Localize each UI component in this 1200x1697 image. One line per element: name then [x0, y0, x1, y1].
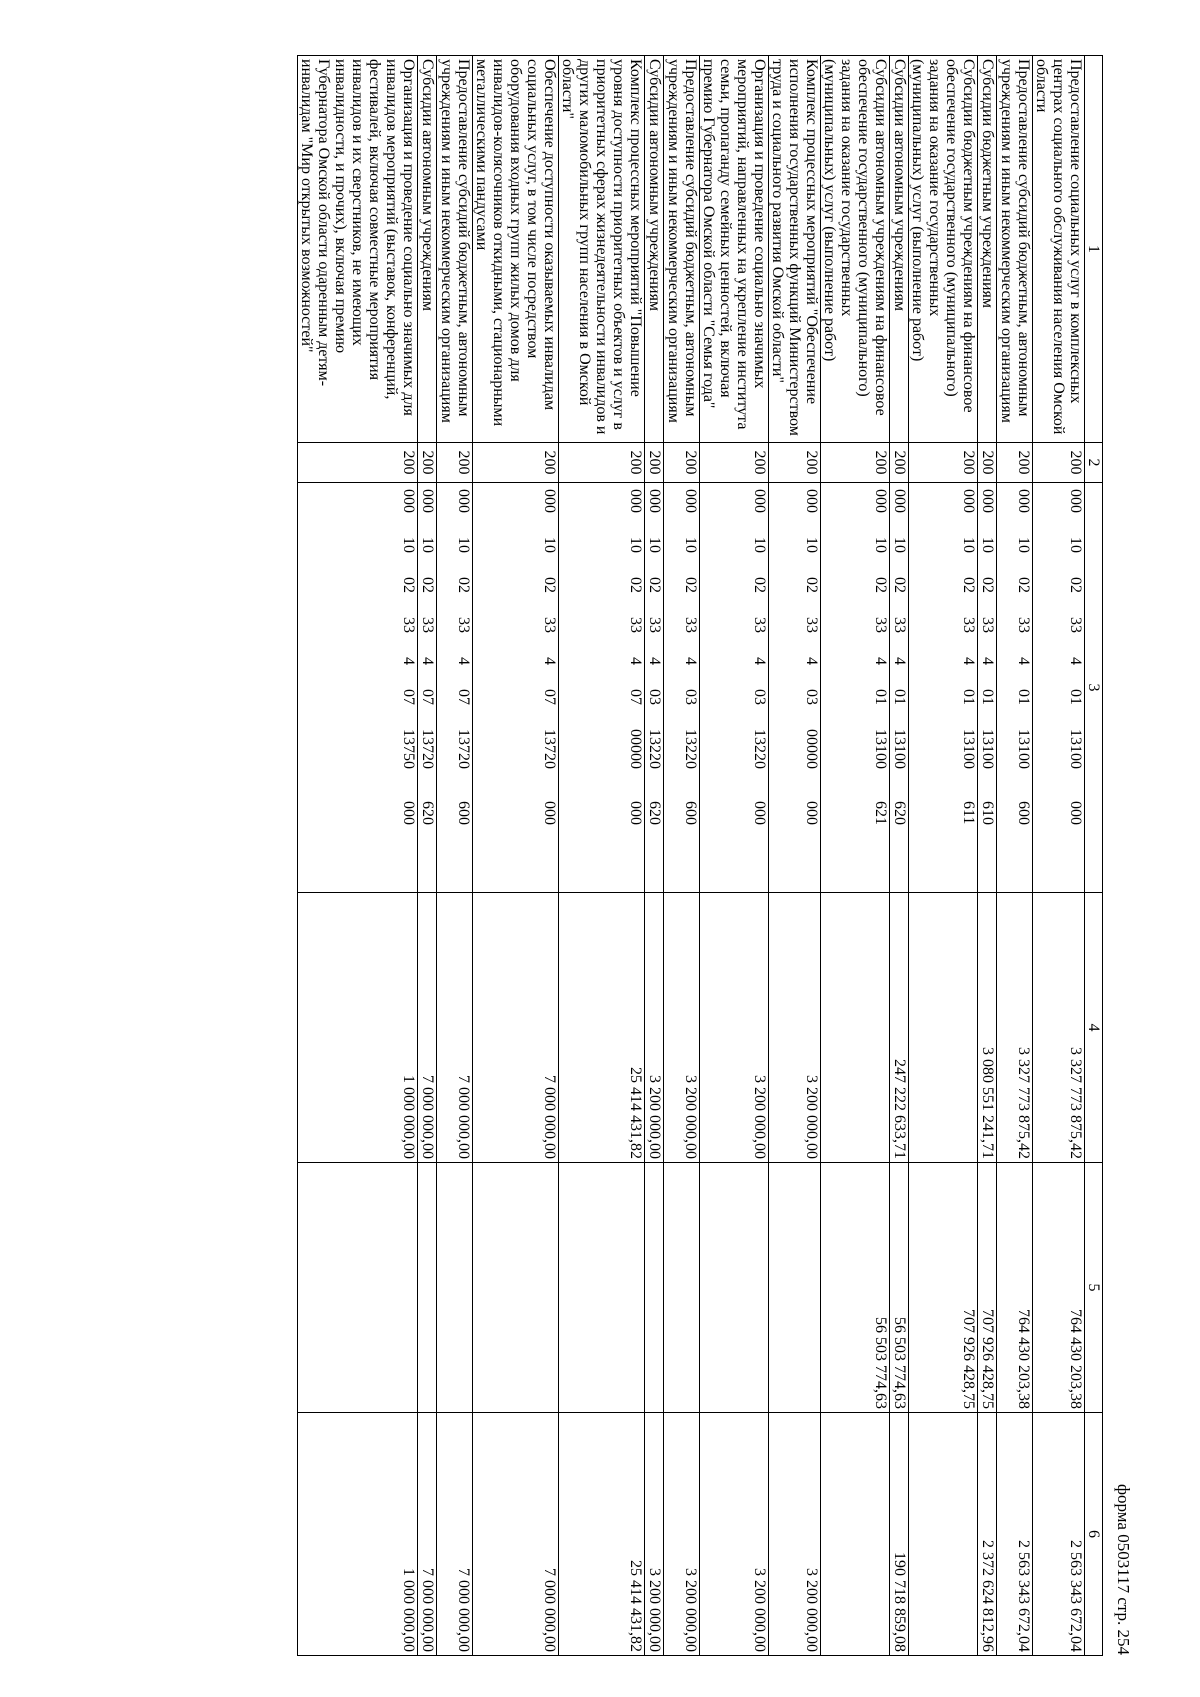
row-executed-amount	[473, 1163, 559, 1413]
row-budget-code	[890, 483, 909, 893]
code-part: 000	[1067, 801, 1084, 825]
row-line-code: 200	[821, 443, 890, 483]
code-part: 620	[646, 801, 663, 825]
row-budget-code	[978, 483, 997, 893]
code-part: 4	[541, 657, 558, 665]
code-part: 13100	[872, 729, 889, 769]
code-part: 03	[751, 689, 768, 705]
code-part: 10	[803, 537, 820, 553]
code-part: 10	[872, 537, 889, 553]
table-row	[664, 56, 700, 1656]
code-part: 4	[751, 657, 768, 665]
row-budget-code	[821, 483, 890, 893]
code-part: 33	[1067, 617, 1084, 633]
code-part: 000	[455, 489, 472, 513]
row-executed-amount: 764 430 203,38	[997, 1163, 1033, 1413]
code-part: 01	[1067, 689, 1084, 705]
row-approved-amount: 3 200 000,00	[645, 893, 664, 1163]
code-part: 01	[891, 689, 908, 705]
code-part: 10	[400, 537, 417, 553]
table-row	[769, 56, 821, 1656]
code-part: 03	[803, 689, 820, 705]
code-part: 610	[979, 801, 996, 825]
header-cell: 2	[1085, 443, 1103, 483]
header-cell: 4	[1085, 893, 1103, 1163]
code-part: 4	[419, 657, 436, 665]
header-cell: 6	[1085, 1413, 1103, 1656]
row-executed-amount: 56 503 774,63	[821, 1163, 890, 1413]
code-part: 000	[979, 489, 996, 513]
row-approved-amount: 3 200 000,00	[664, 893, 700, 1163]
row-executed-amount	[418, 1163, 437, 1413]
code-part: 01	[979, 689, 996, 705]
code-part: 10	[979, 537, 996, 553]
code-part: 000	[1015, 489, 1032, 513]
row-executed-amount: 707 926 428,75	[978, 1163, 997, 1413]
row-budget-code	[473, 483, 559, 893]
code-part: 000	[803, 801, 820, 825]
table-row	[978, 56, 997, 1656]
code-part: 000	[541, 801, 558, 825]
row-budget-code	[664, 483, 700, 893]
row-line-code: 200	[559, 443, 645, 483]
code-part: 02	[803, 577, 820, 593]
header-cell: 5	[1085, 1163, 1103, 1413]
code-part: 10	[1067, 537, 1084, 553]
row-line-code: 200	[769, 443, 821, 483]
table-row	[473, 56, 559, 1656]
table-body	[298, 56, 1085, 1656]
row-budget-code	[418, 483, 437, 893]
code-part: 13750	[400, 729, 417, 769]
row-name: Обеспечение доступности оказываемых инвалидам социальных услуг, в том числе посредством оборудования входных групп жилых домов для инвалидов-колясочников откидными, стационарными металлическими пандусами	[473, 56, 559, 443]
row-executed-amount	[437, 1163, 473, 1413]
code-part: 07	[455, 689, 472, 705]
code-part: 000	[891, 489, 908, 513]
code-part: 13220	[751, 729, 768, 769]
row-unexecuted-amount: 190 718 859,08	[890, 1413, 909, 1656]
code-part: 13720	[455, 729, 472, 769]
code-part: 000	[541, 489, 558, 513]
row-approved-amount: 7 000 000,00	[473, 893, 559, 1163]
code-part: 10	[682, 537, 699, 553]
row-budget-code	[997, 483, 1033, 893]
table-row	[997, 56, 1033, 1656]
code-part: 02	[646, 577, 663, 593]
code-part: 10	[1015, 537, 1032, 553]
code-part: 02	[872, 577, 889, 593]
rotated-page	[75, 55, 1155, 1655]
table-row	[821, 56, 890, 1656]
code-part: 620	[419, 801, 436, 825]
code-part: 01	[872, 689, 889, 705]
row-budget-code	[298, 483, 418, 893]
row-line-code: 200	[418, 443, 437, 483]
row-line-code: 200	[700, 443, 769, 483]
code-part: 33	[960, 617, 977, 633]
code-part: 000	[627, 489, 644, 513]
code-part: 07	[419, 689, 436, 705]
code-part: 10	[455, 537, 472, 553]
code-part: 4	[960, 657, 977, 665]
code-part: 13220	[682, 729, 699, 769]
row-executed-amount: 56 503 774,63	[890, 1163, 909, 1413]
row-unexecuted-amount: 3 200 000,00	[769, 1413, 821, 1656]
code-part: 000	[872, 489, 889, 513]
code-part: 02	[541, 577, 558, 593]
row-name: Организация и проведение социально значимых для инвалидов мероприятий (выставок, конференций, фестивалей, включая совместные мероприятия инвалидов и их сверстников, не имеющих инвалидности, и прочих), включая премию Губернатора Омской области одаренным детям-инвалидам "Мир открытых возможностей"	[298, 56, 418, 443]
code-part: 02	[455, 577, 472, 593]
row-executed-amount	[559, 1163, 645, 1413]
row-line-code: 200	[978, 443, 997, 483]
row-budget-code	[909, 483, 978, 893]
table-row	[890, 56, 909, 1656]
code-part: 02	[627, 577, 644, 593]
table-row	[1033, 56, 1085, 1656]
code-part: 4	[1015, 657, 1032, 665]
row-unexecuted-amount	[821, 1413, 890, 1656]
table-row	[700, 56, 769, 1656]
code-part: 02	[419, 577, 436, 593]
row-name: Субсидии бюджетным учреждениям на финансовое обеспечение государственного (муниципального) задания на оказание государственных (муниципальных) услуг (выполнение работ)	[909, 56, 978, 443]
form-label: форма 0503117 стр. 254	[1114, 1484, 1133, 1655]
row-approved-amount: 3 080 551 241,71	[978, 893, 997, 1163]
row-executed-amount	[769, 1163, 821, 1413]
row-approved-amount	[821, 893, 890, 1163]
code-part: 01	[1015, 689, 1032, 705]
code-part: 000	[960, 489, 977, 513]
code-part: 01	[960, 689, 977, 705]
row-unexecuted-amount: 2 372 624 812,96	[978, 1413, 997, 1656]
code-part: 07	[541, 689, 558, 705]
row-approved-amount: 7 000 000,00	[418, 893, 437, 1163]
code-part: 000	[803, 489, 820, 513]
code-part: 600	[455, 801, 472, 825]
code-part: 4	[891, 657, 908, 665]
code-part: 33	[872, 617, 889, 633]
code-part: 000	[400, 801, 417, 825]
code-part: 33	[646, 617, 663, 633]
code-part: 02	[979, 577, 996, 593]
row-approved-amount: 1 000 000,00	[298, 893, 418, 1163]
row-line-code: 200	[997, 443, 1033, 483]
code-part: 02	[1067, 577, 1084, 593]
report-table	[297, 55, 1103, 1656]
code-part: 02	[960, 577, 977, 593]
code-part: 600	[682, 801, 699, 825]
table-row	[559, 56, 645, 1656]
row-name: Предоставление субсидий бюджетным, автономным учреждениям и иным некоммерческим организациям	[997, 56, 1033, 443]
header-row	[1085, 56, 1103, 1656]
code-part: 4	[682, 657, 699, 665]
row-approved-amount: 3 200 000,00	[769, 893, 821, 1163]
code-part: 4	[646, 657, 663, 665]
code-part: 13720	[541, 729, 558, 769]
row-unexecuted-amount: 3 200 000,00	[645, 1413, 664, 1656]
row-approved-amount: 3 200 000,00	[700, 893, 769, 1163]
code-part: 000	[419, 489, 436, 513]
row-executed-amount	[645, 1163, 664, 1413]
code-part: 10	[891, 537, 908, 553]
code-part: 33	[751, 617, 768, 633]
code-part: 13100	[1067, 729, 1084, 769]
row-line-code: 200	[645, 443, 664, 483]
code-part: 10	[627, 537, 644, 553]
code-part: 000	[682, 489, 699, 513]
row-executed-amount	[298, 1163, 418, 1413]
code-part: 10	[419, 537, 436, 553]
header-cell: 1	[1085, 56, 1103, 443]
row-line-code: 200	[473, 443, 559, 483]
code-part: 4	[803, 657, 820, 665]
row-unexecuted-amount: 3 200 000,00	[700, 1413, 769, 1656]
code-part: 33	[979, 617, 996, 633]
code-part: 33	[627, 617, 644, 633]
code-part: 13100	[979, 729, 996, 769]
code-part: 600	[1015, 801, 1032, 825]
row-unexecuted-amount	[909, 1413, 978, 1656]
code-part: 10	[960, 537, 977, 553]
row-name: Субсидии автономным учреждениям	[890, 56, 909, 443]
code-part: 000	[400, 489, 417, 513]
code-part: 13220	[646, 729, 663, 769]
row-unexecuted-amount: 2 563 343 672,04	[997, 1413, 1033, 1656]
row-budget-code	[559, 483, 645, 893]
row-approved-amount: 247 222 633,71	[890, 893, 909, 1163]
row-unexecuted-amount: 7 000 000,00	[418, 1413, 437, 1656]
row-executed-amount: 707 926 428,75	[909, 1163, 978, 1413]
code-part: 33	[682, 617, 699, 633]
row-budget-code	[769, 483, 821, 893]
code-part: 33	[541, 617, 558, 633]
code-part: 000	[1067, 489, 1084, 513]
row-unexecuted-amount: 1 000 000,00	[298, 1413, 418, 1656]
table-row	[909, 56, 978, 1656]
row-line-code: 200	[437, 443, 473, 483]
row-approved-amount: 25 414 431,82	[559, 893, 645, 1163]
code-part: 02	[751, 577, 768, 593]
row-name: Организация и проведение социально значимых мероприятий, направленных на укрепление института семьи, пропаганду семейных ценностей, включая премию Губернатора Омской области "Семья года"	[700, 56, 769, 443]
code-part: 13100	[960, 729, 977, 769]
code-part: 07	[400, 689, 417, 705]
row-approved-amount: 3 327 773 875,42	[1033, 893, 1085, 1163]
row-approved-amount	[909, 893, 978, 1163]
row-executed-amount	[700, 1163, 769, 1413]
row-name: Субсидии автономным учреждениям	[645, 56, 664, 443]
row-budget-code	[700, 483, 769, 893]
row-approved-amount: 7 000 000,00	[437, 893, 473, 1163]
code-part: 13720	[419, 729, 436, 769]
row-name: Предоставление субсидий бюджетным, автономным учреждениям и иным некоммерческим организациям	[664, 56, 700, 443]
row-approved-amount: 3 327 773 875,42	[997, 893, 1033, 1163]
row-unexecuted-amount: 25 414 431,82	[559, 1413, 645, 1656]
code-part: 621	[872, 801, 889, 825]
code-part: 33	[1015, 617, 1032, 633]
row-line-code: 200	[1033, 443, 1085, 483]
code-part: 000	[751, 489, 768, 513]
row-budget-code	[437, 483, 473, 893]
row-name: Комплекс процессных мероприятий "Обеспечение исполнения государственных функций Министерством труда и социального развития Омской области"	[769, 56, 821, 443]
code-part: 10	[541, 537, 558, 553]
code-part: 4	[400, 657, 417, 665]
code-part: 33	[891, 617, 908, 633]
row-unexecuted-amount: 3 200 000,00	[664, 1413, 700, 1656]
code-part: 02	[682, 577, 699, 593]
table-row	[645, 56, 664, 1656]
row-name: Предоставление социальных услуг в комплексных центрах социального обслуживания населения Омской области	[1033, 56, 1085, 443]
code-part: 02	[1015, 577, 1032, 593]
code-part: 000	[751, 801, 768, 825]
table-row	[298, 56, 418, 1656]
code-part: 33	[455, 617, 472, 633]
row-line-code: 200	[664, 443, 700, 483]
code-part: 611	[960, 801, 977, 825]
code-part: 02	[891, 577, 908, 593]
row-name: Предоставление субсидий бюджетным, автономным учреждениям и иным некоммерческим организациям	[437, 56, 473, 443]
code-part: 13100	[1015, 729, 1032, 769]
code-part: 4	[1067, 657, 1084, 665]
row-executed-amount	[664, 1163, 700, 1413]
row-line-code: 200	[298, 443, 418, 483]
row-name: Субсидии автономным учреждениям на финансовое обеспечение государственного (муниципального) задания на оказание государственных (муниципальных) услуг (выполнение работ)	[821, 56, 890, 443]
code-part: 03	[646, 689, 663, 705]
table-row	[437, 56, 473, 1656]
code-part: 33	[803, 617, 820, 633]
code-part: 4	[627, 657, 644, 665]
code-part: 33	[419, 617, 436, 633]
table-row	[418, 56, 437, 1656]
row-line-code: 200	[909, 443, 978, 483]
row-unexecuted-amount: 7 000 000,00	[473, 1413, 559, 1656]
code-part: 000	[627, 801, 644, 825]
code-part: 33	[400, 617, 417, 633]
header-cell: 3	[1085, 483, 1103, 893]
code-part: 000	[646, 489, 663, 513]
code-part: 03	[682, 689, 699, 705]
code-part: 10	[751, 537, 768, 553]
row-line-code: 200	[890, 443, 909, 483]
code-part: 07	[627, 689, 644, 705]
code-part: 620	[891, 801, 908, 825]
code-part: 13100	[891, 729, 908, 769]
code-part: 4	[872, 657, 889, 665]
code-part: 00000	[803, 729, 820, 769]
row-budget-code	[645, 483, 664, 893]
code-part: 4	[979, 657, 996, 665]
row-unexecuted-amount: 2 563 343 672,04	[1033, 1413, 1085, 1656]
code-part: 10	[646, 537, 663, 553]
row-name: Субсидии автономным учреждениям	[418, 56, 437, 443]
row-name: Комплекс процессных мероприятий "Повышение уровня доступности приоритетных объектов и услуг в приоритетных сферах жизнедеятельности инвалидов и других маломобильных групп населения в Омской области"	[559, 56, 645, 443]
code-part: 00000	[627, 729, 644, 769]
row-unexecuted-amount: 7 000 000,00	[437, 1413, 473, 1656]
row-executed-amount: 764 430 203,38	[1033, 1163, 1085, 1413]
code-part: 4	[455, 657, 472, 665]
code-part: 02	[400, 577, 417, 593]
row-name: Субсидии бюджетным учреждениям	[978, 56, 997, 443]
row-budget-code	[1033, 483, 1085, 893]
